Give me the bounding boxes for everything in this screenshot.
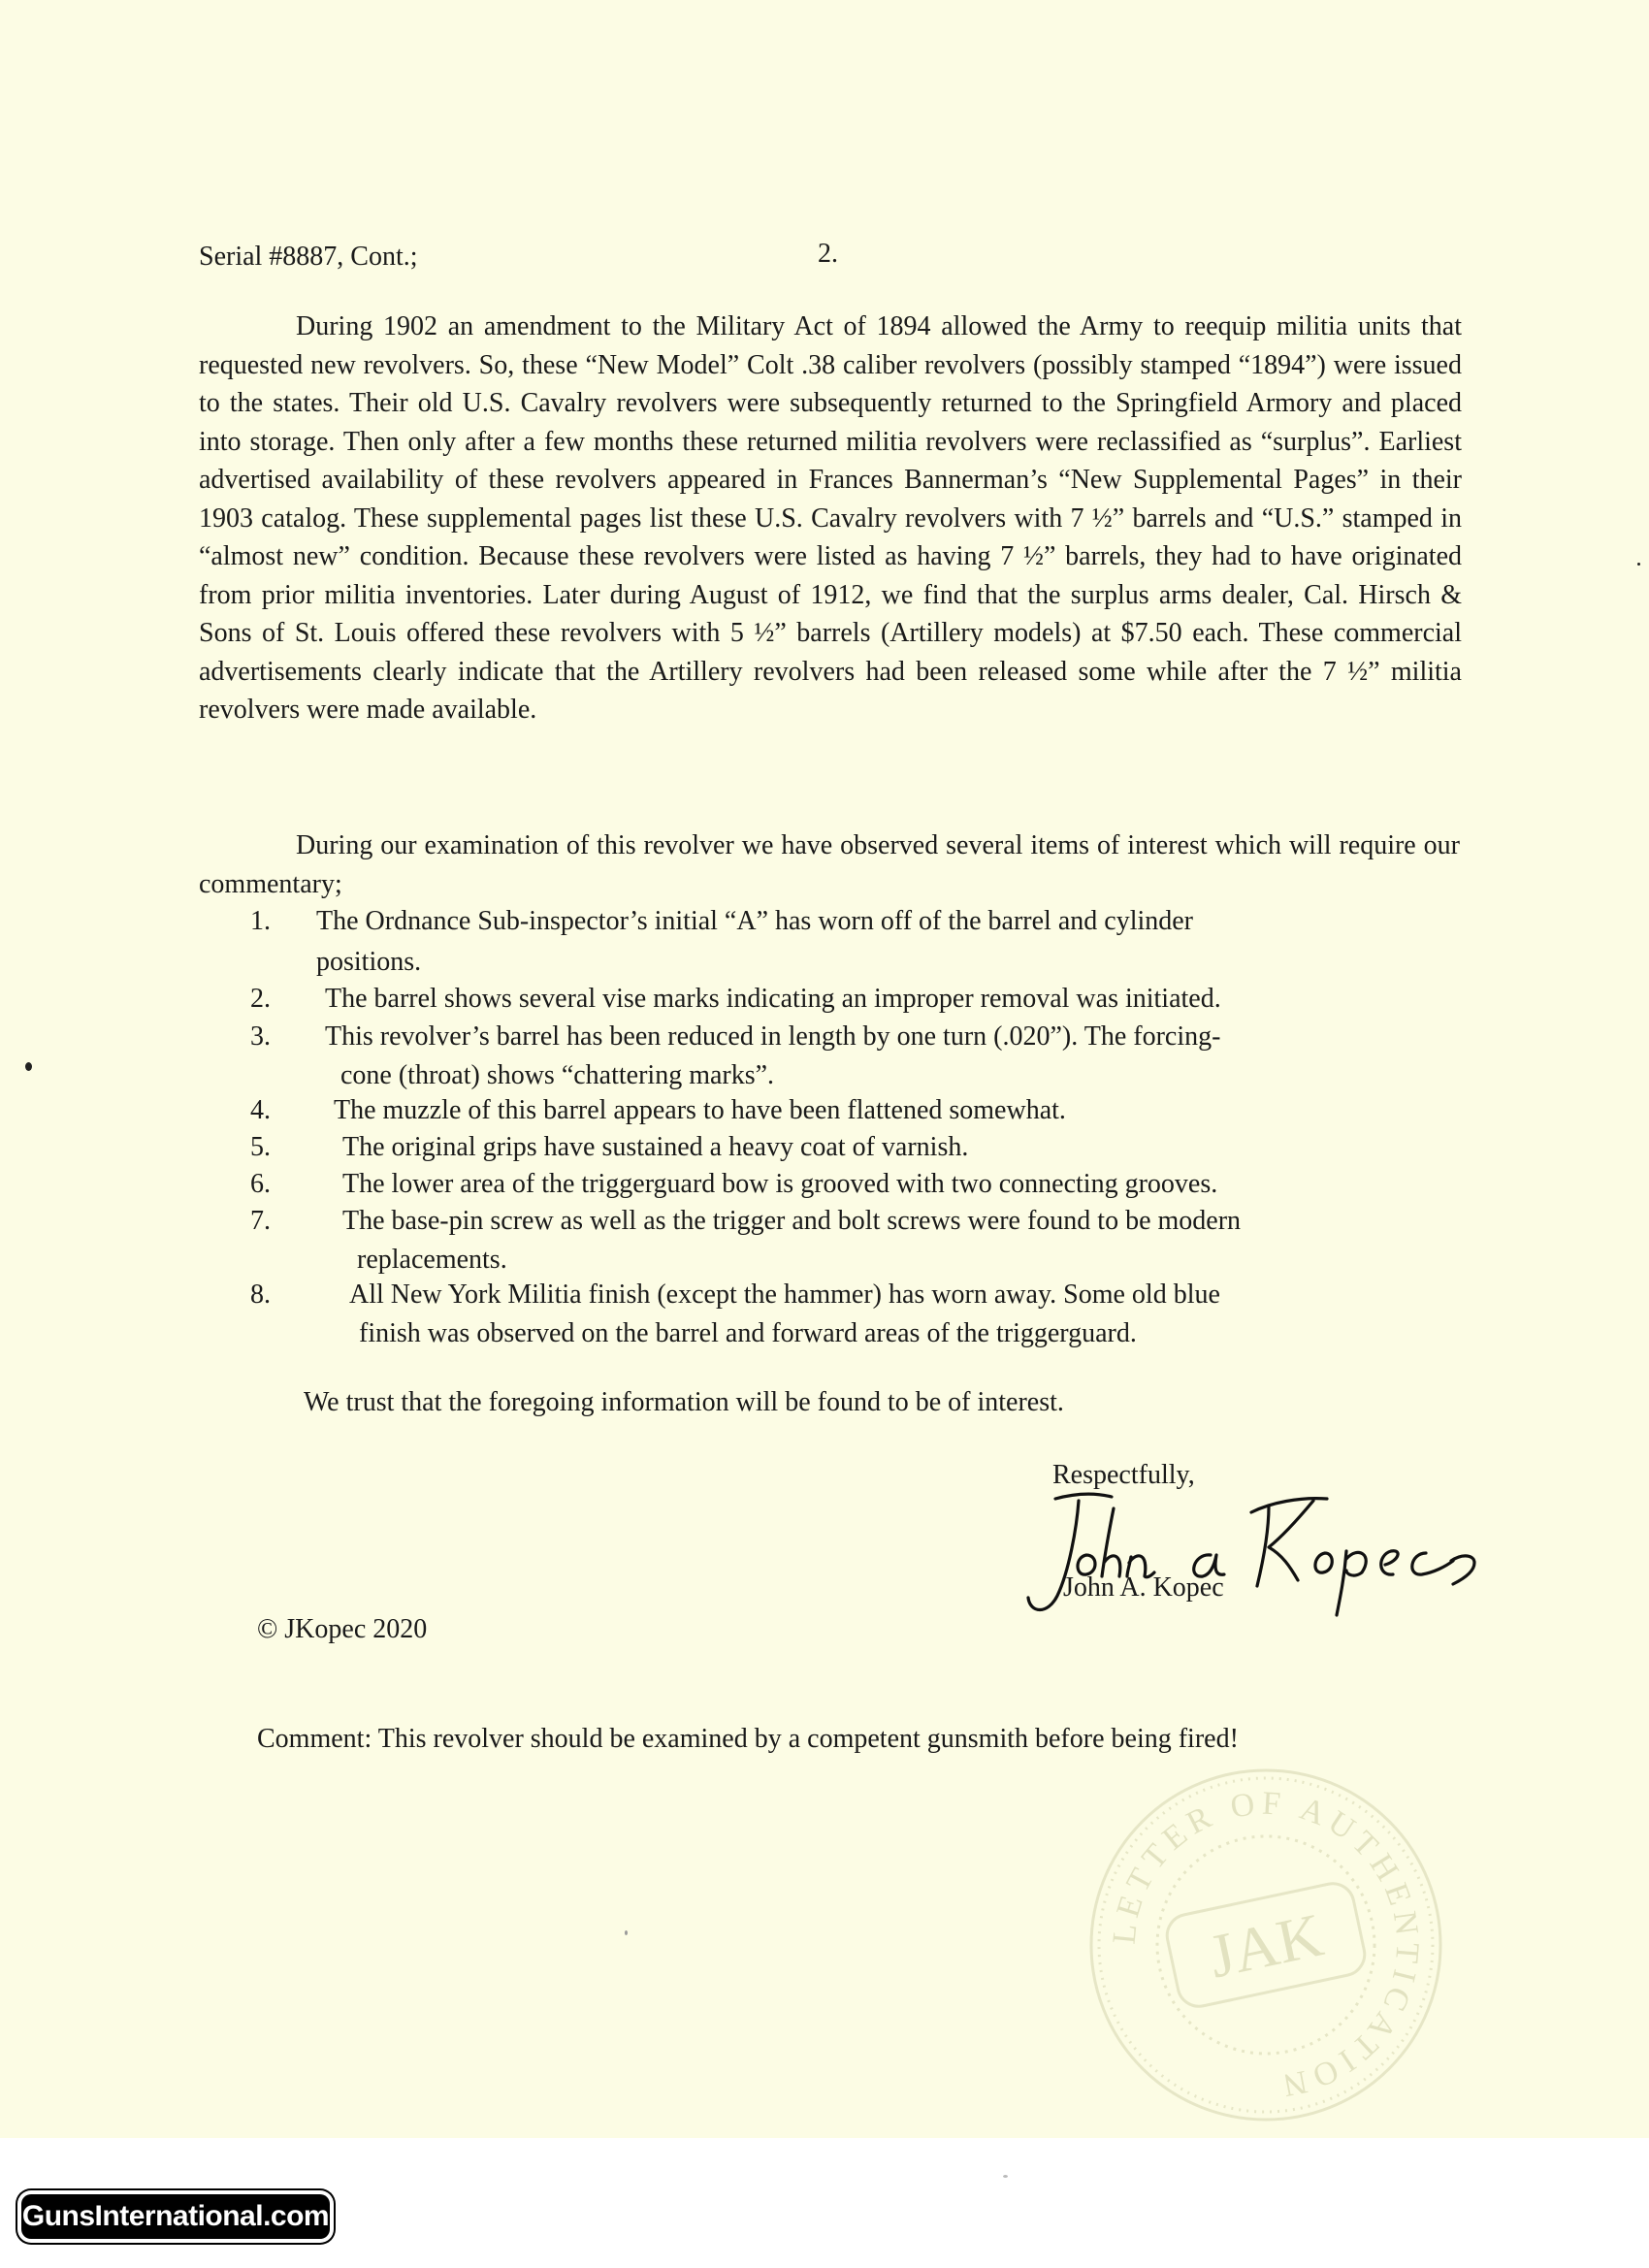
serial-header: Serial #8887, Cont.; — [199, 242, 418, 272]
signer-name: John A. Kopec — [1063, 1572, 1224, 1603]
list-item-text: The lower area of the triggerguard bow is grooved with two connecting grooves. — [342, 1169, 1218, 1199]
list-item-number: 5. — [250, 1132, 271, 1162]
scan-speck — [625, 1930, 628, 1935]
embossed-seal — [1082, 1761, 1450, 2129]
list-item-text: The base-pin screw as well as the trigger and bolt screws were found to be modern — [342, 1206, 1242, 1236]
seal-center-text: JAK — [1203, 1899, 1329, 1992]
salutation: Respectfully, — [1052, 1460, 1195, 1490]
comment-line: Comment: This revolver should be examined by a competent gunsmith before being fired! — [257, 1724, 1239, 1754]
list-item-number: 6. — [250, 1169, 271, 1199]
guns-international-logo: GunsInternational.com — [21, 2194, 330, 2239]
list-item-text-continued: finish was observed on the barrel and forward areas of the triggerguard. — [359, 1318, 1137, 1348]
list-item-number: 3. — [250, 1021, 271, 1052]
list-item-number: 4. — [250, 1095, 271, 1125]
copyright-line: © JKopec 2020 — [257, 1614, 428, 1644]
list-item-text-continued: replacements. — [357, 1245, 507, 1275]
list-item-text: The muzzle of this barrel appears to have been flattened somewhat. — [334, 1095, 1066, 1125]
list-item-text: This revolver’s barrel has been reduced in length by one turn (.020”). The forcing- — [325, 1021, 1221, 1052]
page-number: 2. — [818, 239, 838, 269]
examination-intro-paragraph: During our examination of this revolver we have observed several items of interest which will require our commentary; — [199, 830, 1460, 899]
list-item-number: 2. — [250, 984, 271, 1014]
list-item-number: 8. — [250, 1280, 271, 1310]
history-paragraph: During 1902 an amendment to the Military Act of 1894 allowed the Army to reequip militia units that requested new revolvers. So, these “New Model” Colt .38 caliber revolvers (possibly stamped “1894”) were issued to the states. Their old U.S. Cavalry revolvers were subsequently returned to the Springfield Armory and placed into storage. Then only after a few months these returned militia revolvers were reclassified as “surplus”. Earliest advertised availability of these revolvers appeared in Frances Bannerman’s “New Supplemental Pages” in their 1903 catalog. These supplemental pages list these U.S. Cavalry revolvers with 7 ½” barrels and “U.S.” stamped in “almost new” condition. Because these revolvers were listed as having 7 ½” barrels, they had to have originated from prior militia inventories. Later during August of 1912, we find that the surplus arms dealer, Cal. Hirsch & Sons of St. Louis offered these revolvers with 5 ½” barrels (Artillery models) at $7.50 each. These commercial advertisements clearly indicate that the Artillery revolvers had been released some while after the 7 ½” militia revolvers were made available. — [199, 311, 1462, 725]
scan-speck — [25, 1062, 32, 1071]
list-item-text: All New York Militia finish (except the hammer) has worn away. Some old blue — [349, 1280, 1220, 1310]
list-item-text: The original grips have sustained a heavy coat of varnish. — [342, 1132, 969, 1162]
list-item-text: The barrel shows several vise marks indicating an improper removal was initiated. — [325, 984, 1221, 1014]
seal-ring-text: LETTER OF AUTHENTICATION — [1106, 1785, 1426, 2104]
list-item-text-continued: positions. — [316, 947, 422, 977]
scan-speck — [1637, 563, 1640, 566]
list-item-text-continued: cone (throat) shows “chattering marks”. — [340, 1060, 775, 1090]
list-item-number: 1. — [250, 906, 271, 936]
list-item-text: The Ordnance Sub-inspector’s initial “A” has worn off of the barrel and cylinder — [316, 906, 1193, 936]
scan-speck — [1003, 2175, 1008, 2178]
closing-trust-line: We trust that the foregoing information will be found to be of interest. — [304, 1387, 1064, 1417]
list-item-number: 7. — [250, 1206, 271, 1236]
signature-text: John a Kopec — [1018, 1479, 1024, 1480]
